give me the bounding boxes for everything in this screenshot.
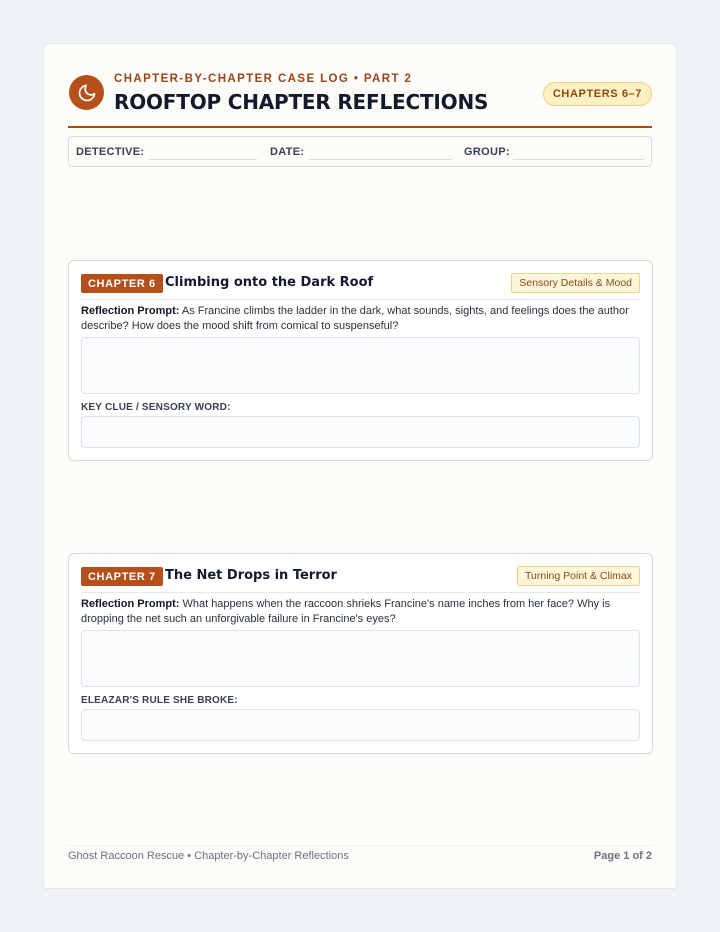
rule-broken-label: ELEAZAR'S RULE SHE BROKE: <box>81 695 238 706</box>
card-header <box>81 273 640 294</box>
reflection-answer-box[interactable] <box>81 337 640 394</box>
chapter-tag: CHAPTER 7 <box>81 567 163 586</box>
prompt-text: As Francine climbs the ladder in the dark, what sounds, sights, and feelings does the author describe? How does the mood shift from comical to suspenseful? <box>81 305 629 332</box>
reflection-prompt <box>81 304 640 333</box>
topic-tag: Turning Point & Climax <box>517 566 640 586</box>
worksheet-page <box>43 43 677 889</box>
prompt-text: What happens when the raccoon shrieks Francine's name inches from her face? Why is dropping the net such an unforgivable failure in Francine's eyes? <box>81 598 611 625</box>
reflection-prompt <box>81 597 640 626</box>
student-info-row <box>68 136 652 167</box>
chapter-6-card <box>68 260 653 461</box>
card-header <box>81 566 640 587</box>
card-divider <box>81 299 640 300</box>
group-label: GROUP: <box>464 145 510 158</box>
prompt-label: Reflection Prompt: <box>81 305 180 317</box>
page-number: Page 1 of 2 <box>593 850 652 862</box>
chapter-title: Climbing onto the Dark Roof <box>165 275 374 290</box>
rule-broken-answer-box[interactable] <box>81 709 640 741</box>
chapter-7-card <box>68 553 653 754</box>
moon-icon <box>69 75 104 110</box>
reflection-answer-box[interactable] <box>81 630 640 687</box>
date-label: DATE: <box>270 145 305 158</box>
page-title: ROOFTOP CHAPTER REFLECTIONS <box>114 90 489 114</box>
key-clue-answer-box[interactable] <box>81 416 640 448</box>
date-input-line[interactable] <box>309 159 452 160</box>
detective-input-line[interactable] <box>149 159 257 160</box>
detective-field <box>76 137 144 166</box>
card-divider <box>81 592 640 593</box>
topic-tag: Sensory Details & Mood <box>511 273 640 293</box>
group-field <box>464 137 510 166</box>
detective-label: DETECTIVE: <box>76 145 145 158</box>
footer-divider <box>68 845 652 846</box>
footer-title: Ghost Raccoon Rescue • Chapter-by-Chapter Reflections <box>68 850 349 862</box>
key-clue-label: KEY CLUE / SENSORY WORD: <box>81 402 231 413</box>
page-subtitle: CHAPTER-BY-CHAPTER CASE LOG • PART 2 <box>114 73 413 85</box>
header-divider <box>68 126 652 128</box>
chapter-title: The Net Drops in Terror <box>165 568 337 583</box>
chapter-tag: CHAPTER 6 <box>81 274 163 293</box>
date-field <box>270 137 304 166</box>
prompt-label: Reflection Prompt: <box>81 598 180 610</box>
group-input-line[interactable] <box>513 159 644 160</box>
chapters-badge: CHAPTERS 6–7 <box>543 82 652 106</box>
